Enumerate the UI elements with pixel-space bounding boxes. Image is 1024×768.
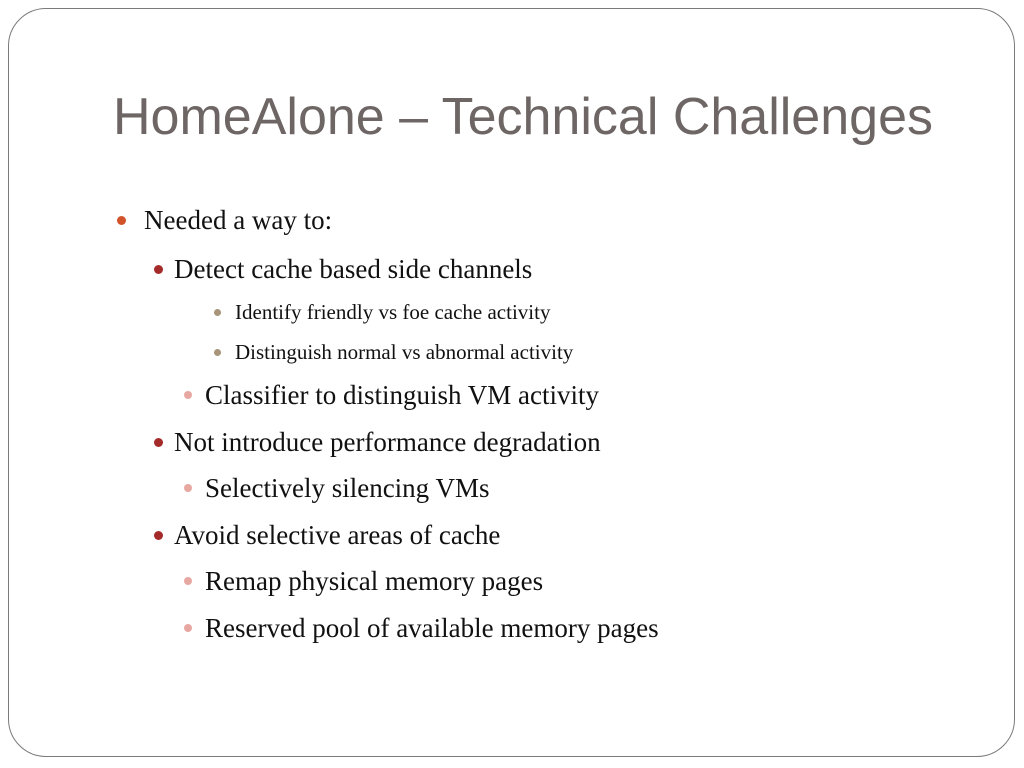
bullet-text: Remap physical memory pages (205, 566, 544, 596)
bullet-text: Selectively silencing VMs (205, 473, 490, 503)
bullet-text: Reserved pool of available memory pages (205, 613, 659, 643)
bullet-dot-icon (214, 309, 221, 316)
bullet-classifier (205, 379, 599, 411)
bullet-dot-icon (154, 265, 163, 274)
bullet-dot-icon (117, 216, 126, 225)
bullet-dot-icon (184, 624, 192, 632)
bullet-dot-icon (184, 391, 192, 399)
bullet-dot-icon (184, 484, 192, 492)
bullet-dot-icon (154, 531, 163, 540)
bullet-dot-icon (214, 349, 221, 356)
bullet-distinguish-normal (235, 339, 573, 365)
bullet-reserved-pool (205, 612, 659, 644)
bullet-detect-cache (174, 253, 532, 285)
bullet-identify-friendly (235, 299, 550, 325)
bullet-remap-physical (205, 565, 543, 597)
bullet-text: Identify friendly vs foe cache activity (235, 300, 551, 324)
bullet-text: Classifier to distinguish VM activity (205, 380, 599, 410)
bullet-not-introduce (174, 426, 601, 458)
bullet-dot-icon (184, 577, 192, 585)
bullet-text: Distinguish normal vs abnormal activity (235, 340, 574, 364)
bullet-text: Not introduce performance degradation (174, 427, 601, 457)
bullet-text: Avoid selective areas of cache (174, 520, 501, 550)
bullet-text: Detect cache based side channels (174, 254, 533, 284)
bullet-text: Needed a way to: (144, 205, 333, 235)
bullet-needed-a-way (144, 204, 332, 236)
slide-title: HomeAlone – Technical Challenges (113, 88, 933, 146)
bullet-dot-icon (154, 438, 163, 447)
bullet-selectively-silencing (205, 472, 489, 504)
bullet-avoid-selective (174, 519, 500, 551)
